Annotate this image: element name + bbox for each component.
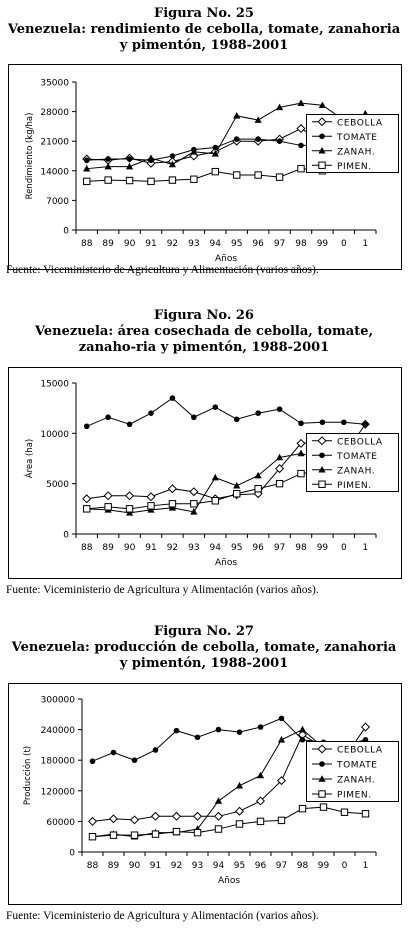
data-point xyxy=(341,419,347,425)
data-point xyxy=(191,176,197,182)
data-point xyxy=(234,416,240,422)
x-tick-label: 92 xyxy=(166,239,179,249)
x-tick-label: 90 xyxy=(123,239,136,249)
data-point xyxy=(341,809,347,815)
y-tick-label: 0 xyxy=(63,226,69,237)
legend-label: PIMEN. xyxy=(337,790,372,801)
data-point xyxy=(362,421,368,427)
figure-26-title: Figura No. 26 xyxy=(154,308,254,323)
data-point xyxy=(126,177,132,183)
data-point xyxy=(84,157,90,163)
legend-marker xyxy=(319,791,325,797)
x-axis-label: Años xyxy=(214,254,238,264)
legend-label: ZANAH. xyxy=(337,775,376,786)
y-tick-label: 10000 xyxy=(40,429,69,440)
data-point xyxy=(152,831,158,837)
data-point xyxy=(84,423,90,429)
y-tick-label: 180000 xyxy=(40,756,75,767)
x-tick-label: 99 xyxy=(316,543,329,553)
x-tick-label: 89 xyxy=(102,543,114,553)
y-tick-label: 5000 xyxy=(46,480,69,491)
data-point xyxy=(169,501,175,507)
data-point xyxy=(257,818,263,824)
data-point xyxy=(170,395,176,401)
x-tick-label: 92 xyxy=(166,543,179,553)
legend-label: ZANAH. xyxy=(337,466,376,477)
data-point xyxy=(84,178,90,184)
legend-marker xyxy=(319,452,325,458)
figure-26-subtitle: Venezuela: área cosechada de cebolla, tomate, zanaho-ria y pimentón, 1988-2001 xyxy=(34,324,374,355)
x-tick-label: 0 xyxy=(341,861,348,871)
data-point xyxy=(278,817,284,823)
data-point xyxy=(234,172,240,178)
legend-marker xyxy=(319,481,325,487)
data-point xyxy=(276,480,282,486)
data-point xyxy=(276,174,282,180)
data-point xyxy=(127,156,133,162)
x-tick-label: 97 xyxy=(275,861,288,871)
y-tick-label: 60000 xyxy=(46,817,75,828)
x-tick-label: 88 xyxy=(80,543,93,553)
data-point xyxy=(298,165,304,171)
legend-label: ZANAH. xyxy=(337,147,376,158)
figure-26-source: Fuente: Viceministerio de Agricultura y Alimentación (varios años). xyxy=(6,584,319,596)
x-tick-label: 94 xyxy=(212,861,225,871)
y-axis-label: Rendimiento (kg/ha) xyxy=(25,112,35,200)
x-tick-label: 1 xyxy=(362,239,369,249)
x-tick-label: 91 xyxy=(145,239,157,249)
legend-label: PIMEN. xyxy=(337,161,372,172)
data-point xyxy=(255,136,261,142)
data-point xyxy=(320,419,326,425)
data-point xyxy=(362,811,368,817)
y-tick-label: 15000 xyxy=(40,379,69,390)
x-tick-label: 89 xyxy=(107,861,120,871)
figure-27-chart xyxy=(0,683,408,905)
x-tick-label: 98 xyxy=(295,239,307,249)
data-point xyxy=(84,506,90,512)
data-point xyxy=(90,758,96,764)
x-tick-label: 98 xyxy=(296,861,309,871)
x-tick-label: 98 xyxy=(295,543,307,553)
x-tick-label: 92 xyxy=(170,861,183,871)
x-tick-label: 90 xyxy=(123,543,136,553)
y-tick-label: 7000 xyxy=(46,196,69,207)
x-tick-label: 91 xyxy=(149,861,162,871)
x-tick-label: 88 xyxy=(86,861,99,871)
x-tick-label: 89 xyxy=(102,239,114,249)
x-tick-label: 99 xyxy=(316,239,329,249)
legend-label: CEBOLLA xyxy=(337,437,383,448)
data-point xyxy=(195,734,201,740)
figure-25-title: Figura No. 25 xyxy=(154,6,254,21)
data-point xyxy=(148,410,154,416)
x-tick-label: 91 xyxy=(145,543,157,553)
y-tick-label: 14000 xyxy=(40,167,69,178)
data-point xyxy=(277,138,283,144)
x-tick-label: 94 xyxy=(209,543,222,553)
x-tick-label: 96 xyxy=(252,543,264,553)
x-axis-label: Años xyxy=(214,558,238,568)
x-tick-label: 96 xyxy=(252,239,264,249)
data-point xyxy=(110,832,116,838)
x-tick-label: 1 xyxy=(362,543,369,553)
figure-27-title: Figura No. 27 xyxy=(154,624,254,639)
data-point xyxy=(298,143,304,149)
data-point xyxy=(153,747,159,753)
y-tick-label: 35000 xyxy=(40,78,69,89)
x-tick-label: 1 xyxy=(362,861,369,871)
legend-marker xyxy=(319,162,325,168)
data-point xyxy=(212,498,218,504)
x-tick-label: 97 xyxy=(273,543,286,553)
data-point xyxy=(216,727,222,733)
y-tick-label: 21000 xyxy=(40,137,69,148)
legend-label: PIMEN. xyxy=(337,480,372,491)
data-point xyxy=(320,804,326,810)
data-point xyxy=(215,826,221,832)
data-point xyxy=(127,421,133,427)
x-tick-label: 96 xyxy=(254,861,267,871)
y-axis-label: Producción (t) xyxy=(23,745,33,806)
y-tick-label: 240000 xyxy=(40,726,75,737)
data-point xyxy=(89,834,95,840)
data-point xyxy=(105,177,111,183)
y-tick-label: 120000 xyxy=(40,787,75,798)
y-tick-label: 300000 xyxy=(40,695,75,706)
data-point xyxy=(191,501,197,507)
data-point xyxy=(212,168,218,174)
x-tick-label: 88 xyxy=(80,239,93,249)
data-point xyxy=(237,729,243,735)
y-tick-label: 0 xyxy=(63,530,69,541)
figure-27-source: Fuente: Viceministerio de Agricultura y Alimentación (varios años). xyxy=(6,910,319,922)
data-point xyxy=(105,156,111,162)
data-point xyxy=(255,410,261,416)
x-axis-label: Años xyxy=(217,876,241,886)
data-point xyxy=(234,491,240,497)
data-point xyxy=(105,504,111,510)
data-point xyxy=(298,470,304,476)
data-point xyxy=(279,716,285,722)
x-tick-label: 93 xyxy=(191,861,204,871)
figure-25-subtitle: Venezuela: rendimiento de cebolla, tomate, zanahoria y pimentón, 1988-2001 xyxy=(7,22,401,53)
x-tick-label: 99 xyxy=(317,861,330,871)
data-point xyxy=(191,414,197,420)
x-tick-label: 90 xyxy=(128,861,141,871)
x-tick-label: 97 xyxy=(273,239,286,249)
y-tick-label: 28000 xyxy=(40,108,69,119)
x-tick-label: 0 xyxy=(340,239,347,249)
data-point xyxy=(300,737,306,743)
data-point xyxy=(212,404,218,410)
figure-26-chart xyxy=(0,367,408,579)
figure-25-source: Fuente: Viceministerio de Agricultura y Alimentación (varios años). xyxy=(6,264,319,276)
legend-label: CEBOLLA xyxy=(337,118,383,129)
y-axis-label: Área (ha) xyxy=(25,438,35,479)
data-point xyxy=(174,728,180,734)
data-point xyxy=(148,178,154,184)
data-point xyxy=(255,172,261,178)
x-tick-label: 94 xyxy=(209,239,222,249)
figure-27-subtitle: Venezuela: producción de cebolla, tomate, zanahoria y pimentón, 1988-2001 xyxy=(11,640,397,671)
data-point xyxy=(111,750,117,756)
data-point xyxy=(105,414,111,420)
x-tick-label: 95 xyxy=(230,239,243,249)
legend-marker xyxy=(319,761,325,767)
data-point xyxy=(258,724,264,730)
data-point xyxy=(173,828,179,834)
legend-label: TOMATE xyxy=(337,451,378,462)
data-point xyxy=(170,153,176,159)
data-point xyxy=(169,177,175,183)
data-point xyxy=(236,821,242,827)
data-point xyxy=(194,829,200,835)
data-point xyxy=(298,420,304,426)
data-point xyxy=(132,757,138,763)
data-point xyxy=(299,805,305,811)
x-tick-label: 95 xyxy=(230,543,243,553)
legend-label: CEBOLLA xyxy=(337,745,383,756)
data-point xyxy=(277,406,283,412)
data-point xyxy=(131,832,137,838)
x-tick-label: 93 xyxy=(188,239,200,249)
legend-marker xyxy=(319,133,325,139)
figure-25-chart xyxy=(0,64,408,270)
x-tick-label: 0 xyxy=(340,543,347,553)
data-point xyxy=(148,503,154,509)
data-point xyxy=(126,506,132,512)
legend-label: TOMATE xyxy=(337,132,378,143)
x-tick-label: 93 xyxy=(188,543,200,553)
x-tick-label: 95 xyxy=(233,861,246,871)
data-point xyxy=(255,486,261,492)
legend-label: TOMATE xyxy=(337,760,378,771)
data-point xyxy=(234,136,240,142)
y-tick-label: 0 xyxy=(69,848,75,859)
